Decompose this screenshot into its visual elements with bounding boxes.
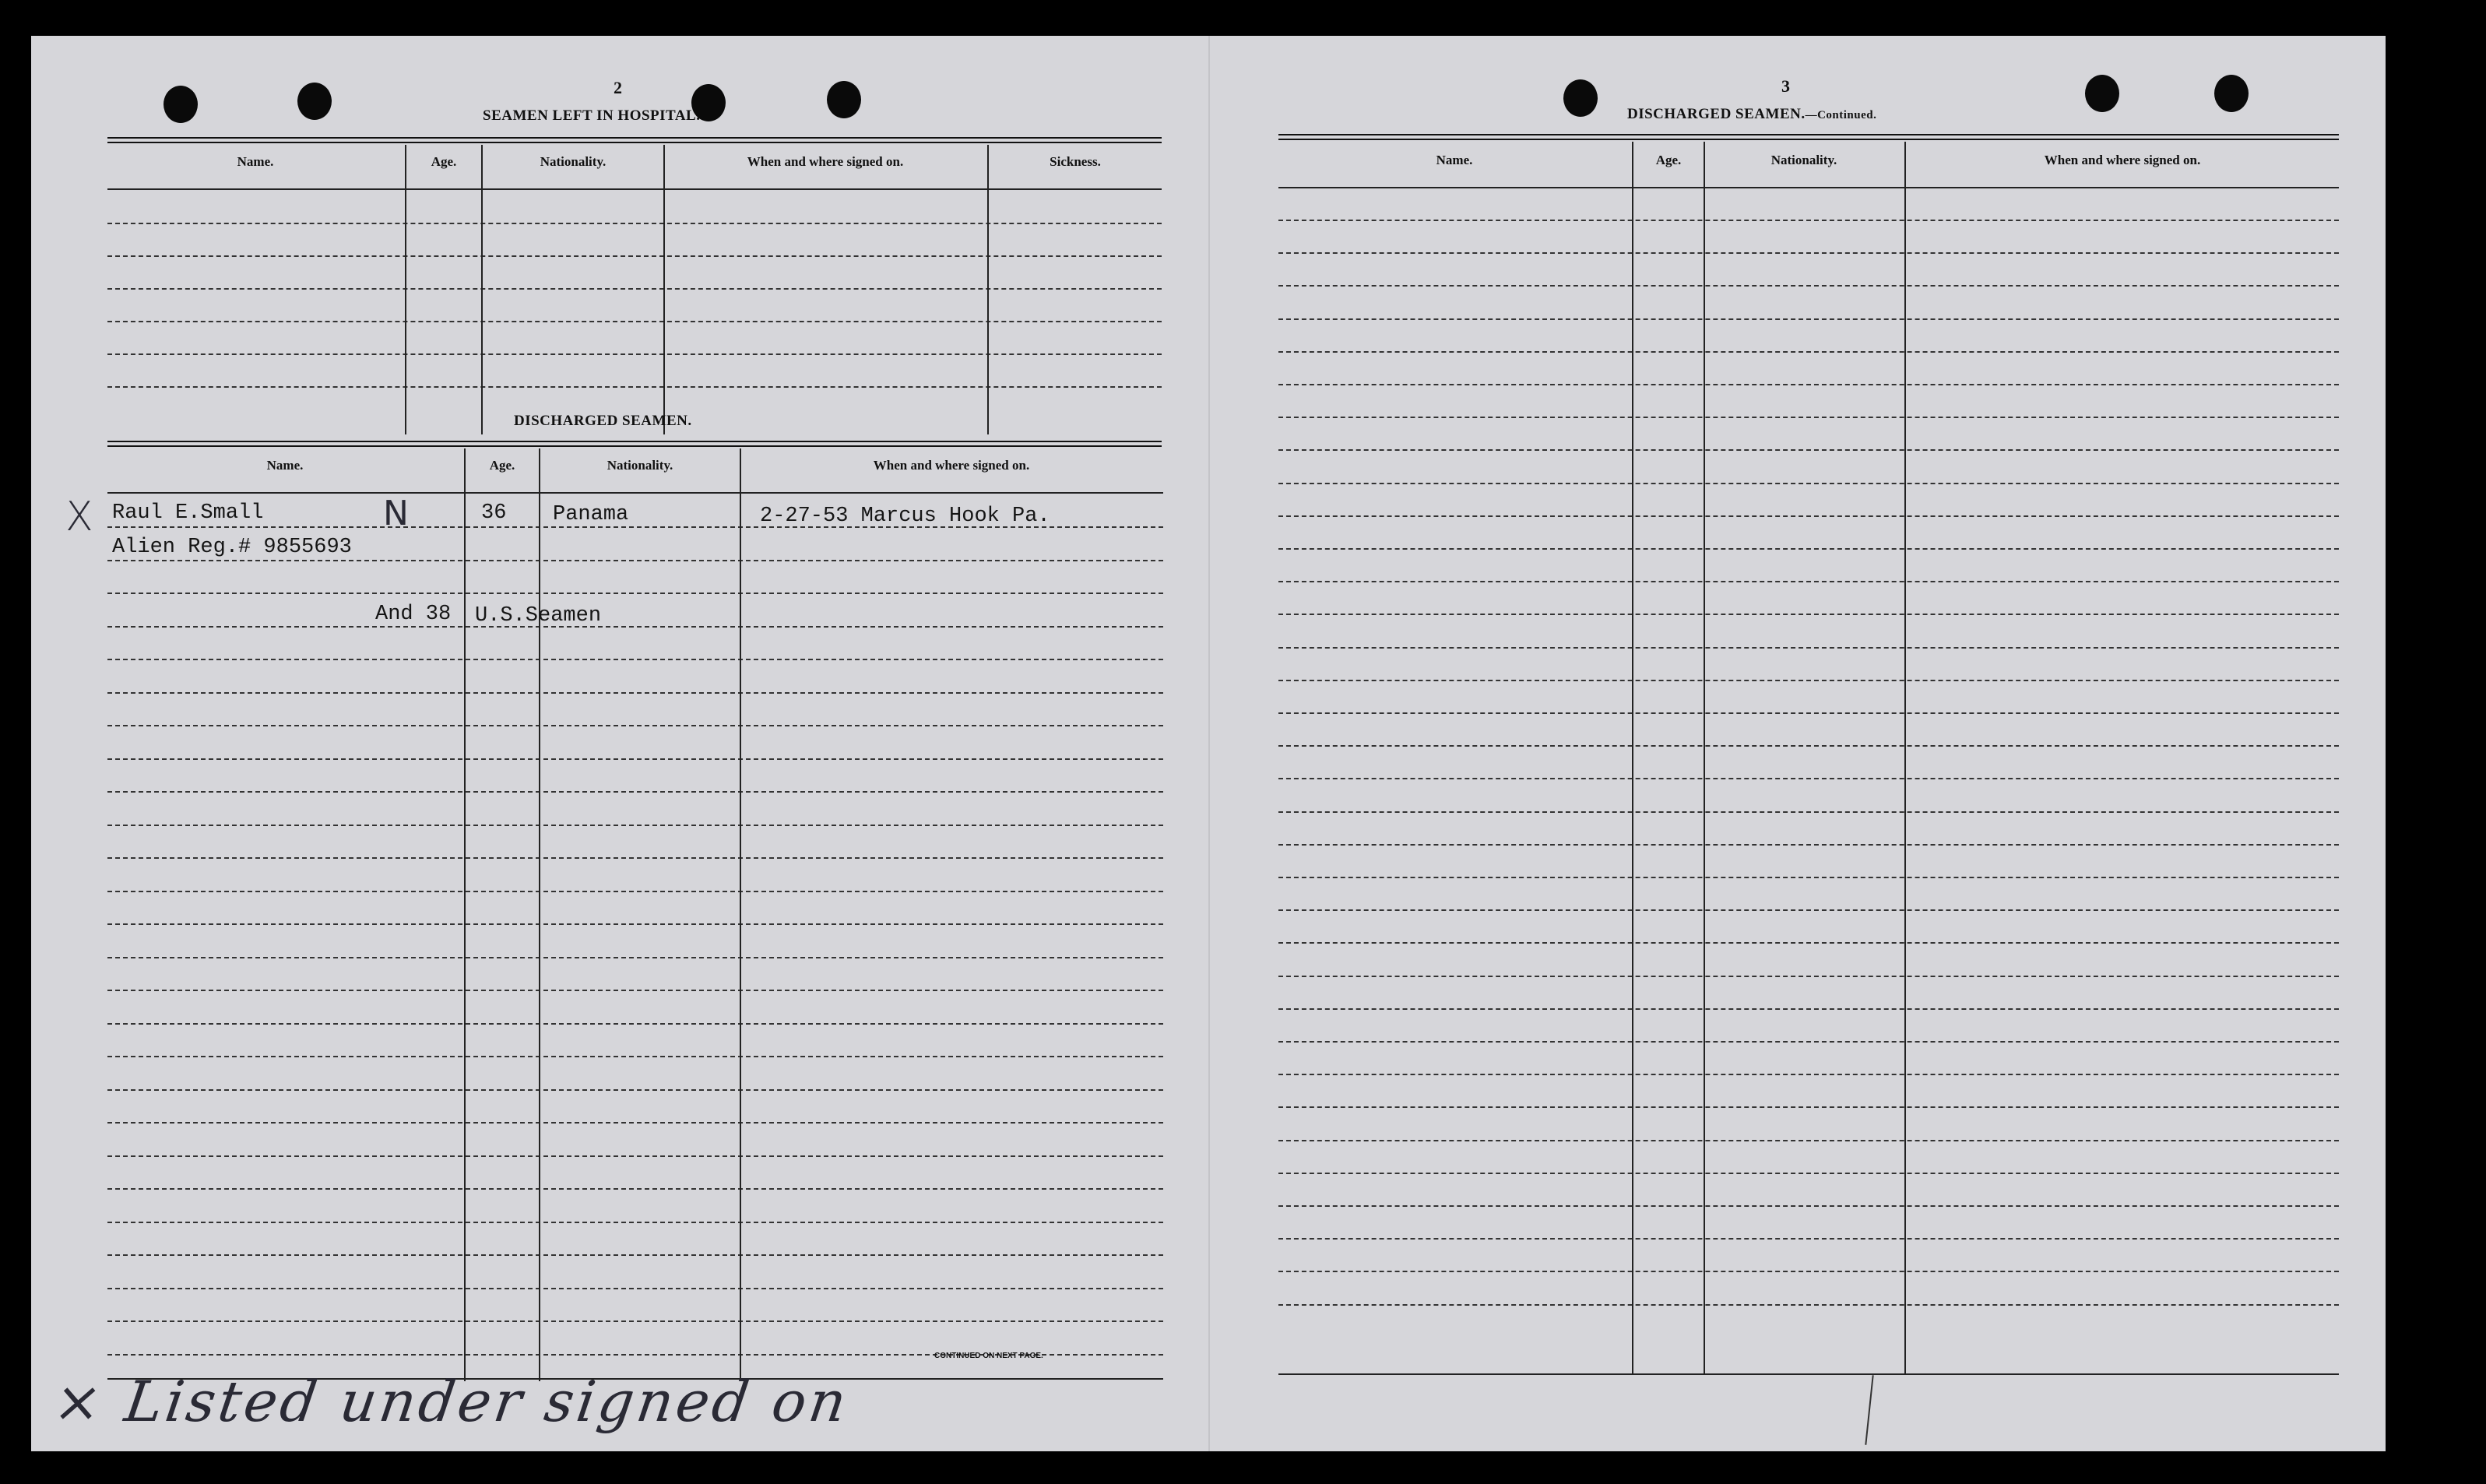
column-divider — [1704, 142, 1705, 1375]
margin-stroke — [1865, 1375, 1873, 1445]
punch-hole — [1563, 79, 1598, 117]
ruled-line — [1278, 976, 2339, 977]
handwritten-mark: N — [383, 494, 409, 533]
ruled-line — [107, 593, 1163, 594]
punch-hole — [2085, 75, 2119, 112]
section-rule — [107, 445, 1162, 447]
ruled-line — [107, 1254, 1163, 1256]
column-header-name: Name. — [266, 458, 304, 473]
header-underline — [1278, 187, 2339, 188]
top-rule — [107, 137, 1162, 139]
ruled-line — [107, 626, 1163, 628]
ruled-line — [1278, 515, 2339, 517]
ruled-line — [107, 891, 1163, 892]
ruled-line — [1278, 449, 2339, 451]
ruled-line — [1278, 1106, 2339, 1108]
column-header-sickness: Sickness. — [1050, 154, 1101, 169]
ruled-line — [1278, 844, 2339, 846]
column-header-signed-on: When and where signed on. — [2044, 153, 2201, 167]
column-divider — [987, 145, 989, 434]
ruled-line — [1278, 1205, 2339, 1207]
continued-section-title — [1627, 106, 1876, 123]
seaman-age: 36 — [481, 501, 507, 525]
ruled-line — [107, 1122, 1163, 1124]
ruled-line — [1278, 647, 2339, 649]
ruled-line — [107, 288, 1162, 290]
column-header-signed-on: When and where signed on. — [873, 458, 1030, 473]
column-divider — [740, 448, 741, 1381]
ruled-line — [1278, 909, 2339, 911]
ruled-line — [1278, 581, 2339, 582]
ruled-line — [107, 990, 1163, 991]
ruled-line — [1278, 548, 2339, 550]
top-rule — [1278, 139, 2339, 140]
ruled-line — [107, 1188, 1163, 1190]
punch-hole — [827, 81, 861, 118]
additional-seamen-count: And 38 — [375, 603, 452, 626]
ruled-line — [1278, 877, 2339, 878]
ruled-line — [1278, 1008, 2339, 1010]
ruled-line — [1278, 1041, 2339, 1043]
column-header-age: Age. — [431, 154, 457, 169]
ruled-line — [107, 791, 1163, 793]
page-number-left: 2 — [614, 78, 622, 97]
ruled-line — [107, 692, 1163, 694]
continued-note: CONTINUED ON NEXT PAGE. — [934, 1352, 1043, 1360]
page-fold — [1208, 36, 1210, 1451]
ruled-line — [1278, 1304, 2339, 1306]
ruled-line — [1278, 1238, 2339, 1240]
section-title-suffix: —Continued. — [1805, 109, 1877, 121]
column-divider — [1632, 142, 1633, 1375]
column-header-signed-on: When and where signed on. — [747, 154, 904, 169]
punch-hole — [164, 86, 198, 123]
hospital-section-title: SEAMEN LEFT IN HOSPITAL. — [483, 107, 701, 124]
ruled-line — [1278, 417, 2339, 418]
ruled-line — [107, 1155, 1163, 1157]
ruled-line — [1278, 220, 2339, 221]
ruled-line — [1278, 680, 2339, 681]
column-divider — [539, 448, 540, 1381]
punch-hole — [297, 83, 332, 120]
ruled-line — [107, 1056, 1163, 1057]
ruled-line — [107, 223, 1162, 224]
ledger-sheet — [31, 36, 2386, 1451]
ruled-line — [107, 1320, 1163, 1322]
additional-seamen-label: U.S.Seamen — [475, 604, 602, 628]
column-divider — [481, 145, 483, 434]
seaman-signed-on: 2-27-53 Marcus Hook Pa. — [760, 505, 1050, 528]
column-divider — [1904, 142, 1906, 1375]
ruled-line — [107, 353, 1162, 355]
column-header-nationality: Nationality. — [1770, 153, 1837, 167]
column-header-age: Age. — [1655, 153, 1682, 167]
section-title: DISCHARGED SEAMEN. — [1627, 106, 1806, 122]
ruled-line — [107, 560, 1163, 561]
ruled-line — [107, 1288, 1163, 1289]
column-divider — [464, 448, 466, 1381]
header-underline — [107, 492, 1163, 494]
column-header-name: Name. — [1436, 153, 1473, 167]
ruled-line — [1278, 483, 2339, 484]
ruled-line — [107, 659, 1163, 660]
column-header-nationality: Nationality. — [540, 154, 607, 169]
handwritten-note: × Listed under signed on — [50, 1369, 853, 1434]
column-header-age: Age. — [489, 458, 515, 473]
alien-registration: Alien Reg.# 9855693 — [112, 536, 352, 559]
seaman-nationality: Panama — [553, 503, 629, 526]
ruled-line — [1278, 252, 2339, 254]
column-header-nationality: Nationality. — [607, 458, 673, 473]
ruled-line — [107, 386, 1162, 388]
ruled-line — [107, 255, 1162, 257]
page-number-right: 3 — [1781, 76, 1790, 96]
column-header-name: Name. — [237, 154, 274, 169]
ruled-line — [1278, 942, 2339, 944]
ruled-line — [1278, 1140, 2339, 1141]
discharged-section-title: DISCHARGED SEAMEN. — [514, 413, 692, 429]
column-divider — [405, 145, 406, 434]
section-rule — [107, 441, 1162, 442]
ruled-line — [1278, 1074, 2339, 1075]
ruled-line — [107, 1023, 1163, 1025]
ruled-line — [107, 857, 1163, 859]
ruled-line — [107, 321, 1162, 322]
ruled-line — [1278, 778, 2339, 779]
ruled-line — [1278, 1173, 2339, 1174]
ruled-line — [107, 725, 1163, 726]
ruled-line — [107, 825, 1163, 826]
punch-hole — [2214, 75, 2249, 112]
ruled-line — [1278, 1271, 2339, 1272]
ruled-line — [1278, 614, 2339, 615]
bottom-rule — [1278, 1373, 2339, 1375]
ruled-line — [107, 923, 1163, 925]
ruled-line — [1278, 745, 2339, 747]
top-rule — [1278, 134, 2339, 135]
top-rule — [107, 142, 1162, 143]
x-mark: X — [65, 494, 93, 540]
seaman-name: Raul E.Small — [112, 501, 264, 525]
ruled-line — [107, 1222, 1163, 1223]
ruled-line — [107, 957, 1163, 958]
ruled-line — [1278, 351, 2339, 353]
ruled-line — [1278, 384, 2339, 385]
ruled-line — [107, 758, 1163, 760]
ruled-line — [1278, 285, 2339, 287]
ruled-line — [1278, 318, 2339, 320]
ruled-line — [1278, 712, 2339, 714]
header-underline — [107, 188, 1162, 190]
ruled-line — [1278, 811, 2339, 813]
column-divider — [663, 145, 665, 434]
ruled-line — [107, 1089, 1163, 1091]
